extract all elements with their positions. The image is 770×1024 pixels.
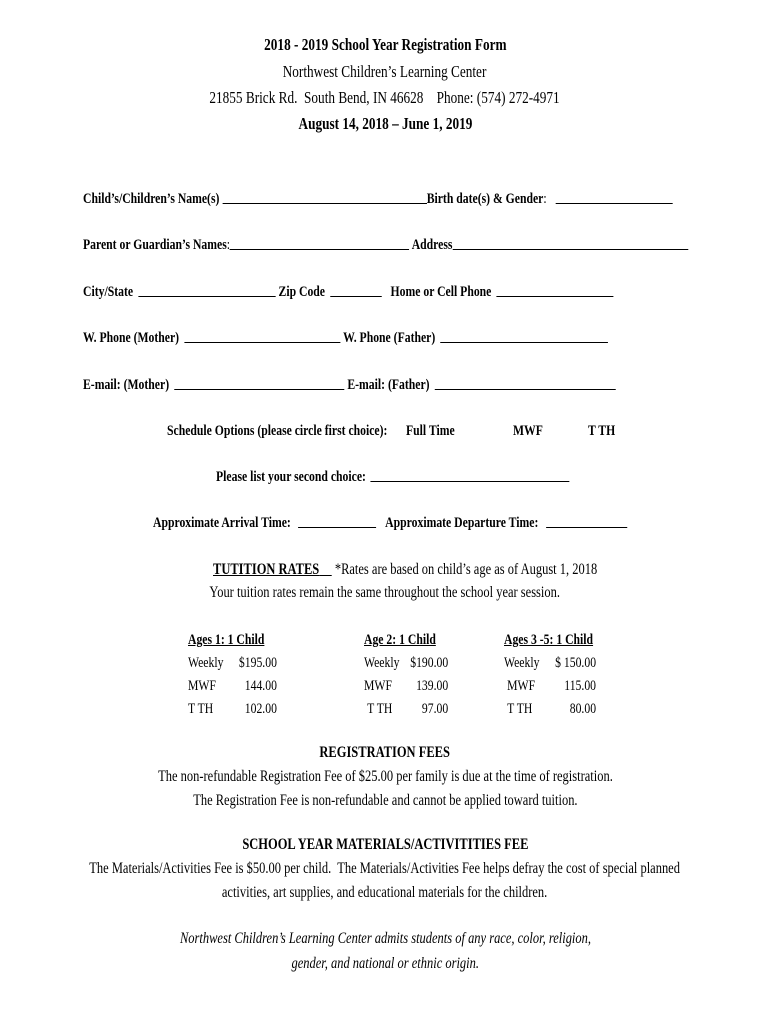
registration-fees-line-1: The non-refundable Registration Fee of $25.00 per family is due at the time of registration. (157, 768, 613, 785)
tuition-subtext: Your tuition rates remain the same throughout the school year session. (209, 584, 561, 601)
materials-fee-line-2: activities, art supplies, and educational materials for the children. (222, 884, 548, 901)
rate-row-tth: T TH 97.00 (367, 701, 449, 717)
home-phone-label: Home or Cell Phone (390, 284, 492, 300)
rate-row-mwf: MWF 115.00 (507, 678, 597, 694)
email-row (83, 378, 766, 393)
rate-row-weekly: Weekly $ 150.00 (504, 655, 597, 671)
second-choice-row (216, 470, 669, 485)
arrival-time-field[interactable] (298, 526, 376, 528)
child-names-label: Child’s/Children’s Name(s) (83, 191, 220, 207)
departure-time-field[interactable] (546, 526, 627, 528)
birth-gender-field[interactable] (556, 202, 673, 204)
rate-row-tth: T TH 102.00 (188, 701, 277, 717)
rates-ages-1 (188, 629, 302, 721)
schedule-option-full-time[interactable]: Full Time (406, 423, 455, 439)
tuition-note: *Rates are based on child’s age as of August 1, 2018 (334, 561, 598, 578)
rate-row-mwf: MWF 144.00 (188, 678, 277, 694)
parent-names-label: Parent or Guardian’s Names (83, 237, 227, 253)
rates-column-title: Age 2: 1 Child (364, 632, 436, 648)
center-name: Northwest Children’s Learning Center (283, 62, 487, 81)
registration-fees-heading: REGISTRATION FEES (319, 744, 451, 761)
departure-time-label: Approximate Departure Time: (385, 515, 539, 531)
schedule-options-label: Schedule Options (please circle first choice): (167, 423, 388, 439)
materials-fee-line-1: The Materials/Activities Fee is $50.00 per child. The Materials/Activities Fee helps defray the cost of special planned (89, 860, 681, 877)
city-row (83, 285, 763, 300)
schedule-option-tth[interactable]: T TH (588, 423, 616, 439)
parent-row: Parent or Guardian’s Names: Address (83, 238, 770, 253)
rate-row-tth: T TH 80.00 (507, 701, 597, 717)
nondiscrimination-line-1: Northwest Children’s Learning Center admits students of any race, color, religion, (179, 930, 591, 947)
city-state-field[interactable] (138, 295, 275, 297)
nondiscrimination-line-2: gender, and national or ethnic origin. (291, 955, 479, 972)
email-mother-field[interactable] (174, 388, 344, 390)
rates-age-2 (364, 629, 472, 721)
child-names-row: Child’s/Children’s Name(s) Birth date(s) & Gender: (83, 192, 770, 207)
child-names-field[interactable] (222, 202, 426, 204)
arrival-time-label: Approximate Arrival Time: (153, 515, 291, 531)
schedule-option-mwf[interactable]: MWF (513, 423, 543, 439)
materials-fee-heading: SCHOOL YEAR MATERIALS/ACTIVITITIES FEE (241, 836, 529, 853)
w-phone-mother-field[interactable] (184, 341, 340, 343)
address-label: Address (411, 237, 453, 253)
rate-row-weekly: Weekly $190.00 (364, 655, 449, 671)
email-father-field[interactable] (435, 388, 616, 390)
zip-code-label: Zip Code (278, 284, 326, 300)
tuition-heading-row (213, 562, 706, 578)
rates-column-title: Ages 3 -5: 1 Child (504, 632, 594, 648)
rate-row-weekly: Weekly $195.00 (188, 655, 277, 671)
email-father-label: E-mail: (Father) (347, 377, 430, 393)
parent-names-field[interactable] (230, 248, 409, 250)
form-title: 2018 - 2019 School Year Registration Form (263, 35, 507, 54)
school-year-dates: August 14, 2018 – June 1, 2019 (298, 114, 472, 133)
birth-gender-label: Birth date(s) & Gender (426, 191, 544, 207)
registration-fees-line-2: The Registration Fee is non-refundable and cannot be applied toward tuition. (192, 792, 578, 809)
arrival-departure-row (153, 516, 761, 531)
center-address: 21855 Brick Rd. South Bend, IN 46628 Phone: (574) 272-4971 (209, 88, 561, 107)
rates-column-title: Ages 1: 1 Child (188, 632, 265, 648)
w-phone-father-label: W. Phone (Father) (343, 330, 436, 346)
rates-ages-3-5 (504, 629, 622, 721)
w-phone-father-field[interactable] (441, 341, 609, 343)
second-choice-field[interactable] (370, 480, 569, 482)
work-phone-row (83, 331, 756, 346)
email-mother-label: E-mail: (Mother) (83, 377, 170, 393)
rate-row-mwf: MWF 139.00 (364, 678, 449, 694)
address-field[interactable] (452, 248, 688, 250)
second-choice-label: Please list your second choice: (216, 469, 366, 485)
home-phone-field[interactable] (497, 295, 614, 297)
w-phone-mother-label: W. Phone (Mother) (83, 330, 180, 346)
zip-code-field[interactable] (330, 295, 381, 297)
city-state-label: City/State (83, 284, 134, 300)
tuition-heading: TUTITION RATES (213, 561, 320, 578)
